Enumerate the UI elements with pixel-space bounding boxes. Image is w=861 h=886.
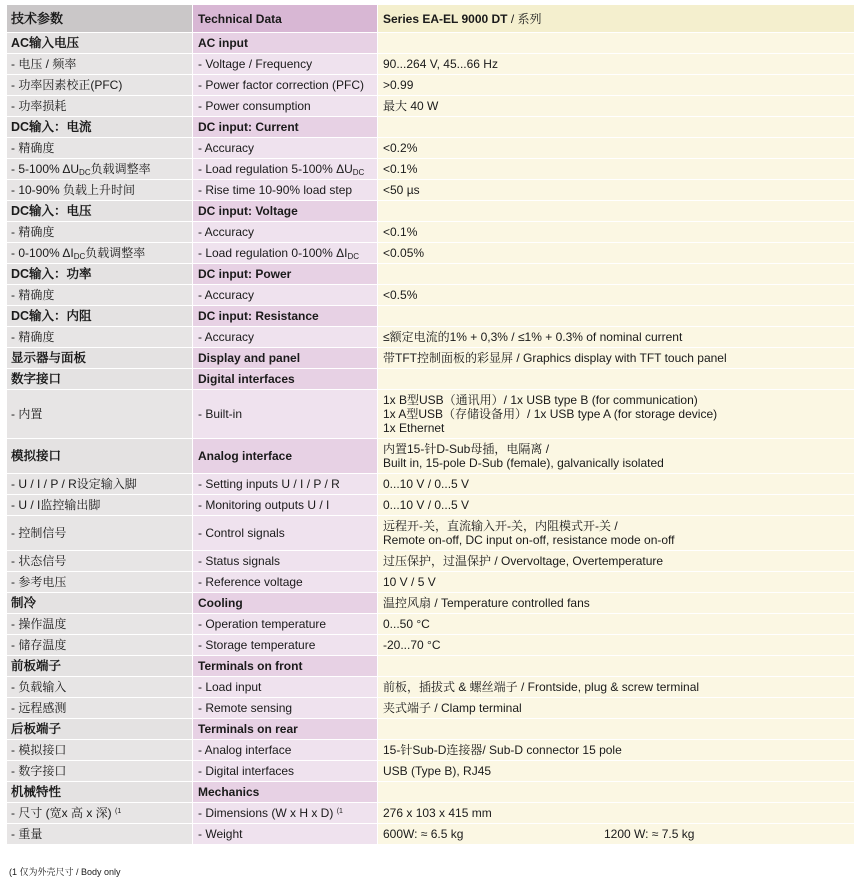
table-row bbox=[7, 803, 854, 823]
table-row bbox=[7, 96, 854, 116]
row-label-cn: - 数字接口 bbox=[7, 761, 192, 781]
row-label-en: - Load regulation 5-100% $\Delta U_{DC}$ bbox=[193, 159, 377, 179]
value-line: Remote on-off, DC input on-off, resistance mode on-off bbox=[383, 533, 675, 547]
value-line: 1x Ethernet bbox=[383, 421, 445, 435]
row-value: 前板，插拔式 & 螺丝端子 / Frontside, plug & screw terminal bbox=[378, 677, 854, 697]
row-label-cn: 数字接口 bbox=[7, 369, 192, 389]
section-row bbox=[7, 369, 854, 389]
footnote: (1 仅为外壳尺寸 / Body only bbox=[9, 867, 121, 877]
row-label-cn: DC输入：电流 bbox=[7, 117, 192, 137]
table-row bbox=[7, 698, 854, 718]
row-label-cn: - 尺寸 (宽x 高 x 深) $^{(1}$ bbox=[7, 803, 192, 823]
row-value bbox=[378, 117, 854, 137]
row-value: <50 µs bbox=[378, 180, 854, 200]
row-label-en: - Dimensions (W x H x D) $^{(1}$ bbox=[193, 803, 377, 823]
row-label-cn: - 储存温度 bbox=[7, 635, 192, 655]
row-label-en: Terminals on front bbox=[193, 656, 377, 676]
row-label-en: - Reference voltage bbox=[193, 572, 377, 592]
row-value bbox=[378, 516, 854, 550]
table-row bbox=[7, 327, 854, 347]
row-value: <0.05% bbox=[378, 243, 854, 263]
row-label-en: - Voltage / Frequency bbox=[193, 54, 377, 74]
table-row bbox=[7, 824, 854, 844]
table-row bbox=[7, 516, 854, 550]
row-label-cn: - 功率因素校正(PFC) bbox=[7, 75, 192, 95]
row-value: -20...70 °C bbox=[378, 635, 854, 655]
row-label-cn: - 模拟接口 bbox=[7, 740, 192, 760]
row-label-en: DC input: Current bbox=[193, 117, 377, 137]
table-header bbox=[7, 5, 854, 32]
header-technical-data: Technical Data bbox=[193, 5, 377, 32]
row-label-cn: - 精确度 bbox=[7, 327, 192, 347]
row-value: 温控风扇 / Temperature controlled fans bbox=[378, 593, 854, 613]
row-value bbox=[378, 369, 854, 389]
row-label-cn: - 0-100% $\Delta I_{DC}$负载调整率 bbox=[7, 243, 192, 263]
technical-data-table bbox=[7, 5, 854, 845]
row-label-cn: DC输入：电压 bbox=[7, 201, 192, 221]
section-row bbox=[7, 264, 854, 284]
row-value: >0.99 bbox=[378, 75, 854, 95]
row-label-en: Analog interface bbox=[193, 439, 377, 473]
section-row bbox=[7, 33, 854, 53]
row-value: 带TFT控制面板的彩显屏 / Graphics display with TFT touch panel bbox=[378, 348, 854, 368]
value-line: 1x A型USB（存储设备用）/ 1x USB type A (for storage device) bbox=[383, 407, 718, 421]
row-label-cn: - 电压 / 频率 bbox=[7, 54, 192, 74]
row-value: <0.1% bbox=[378, 222, 854, 242]
row-value: USB (Type B), RJ45 bbox=[378, 761, 854, 781]
table-row bbox=[7, 159, 854, 179]
row-label-en: - Rise time 10-90% load step bbox=[193, 180, 377, 200]
value-line: 1x B型USB（通讯用）/ 1x USB type B (for communication) bbox=[383, 393, 698, 407]
table-row bbox=[7, 635, 854, 655]
row-value bbox=[378, 782, 854, 802]
table-row bbox=[7, 180, 854, 200]
row-value: 0...10 V / 0...5 V bbox=[378, 495, 854, 515]
row-label-cn: - 精确度 bbox=[7, 222, 192, 242]
weight-1200w: 1200 W: ≈ 7.5 kg bbox=[599, 824, 854, 844]
table-row bbox=[7, 677, 854, 697]
row-value: 90...264 V, 45...66 Hz bbox=[378, 54, 854, 74]
row-label-cn: - 精确度 bbox=[7, 285, 192, 305]
table-row bbox=[7, 222, 854, 242]
row-label-en: - Storage temperature bbox=[193, 635, 377, 655]
row-label-en: - Operation temperature bbox=[193, 614, 377, 634]
row-label-en: - Accuracy bbox=[193, 285, 377, 305]
section-row bbox=[7, 306, 854, 326]
table-row bbox=[7, 75, 854, 95]
row-value: 0...10 V / 0...5 V bbox=[378, 474, 854, 494]
row-value bbox=[378, 824, 854, 844]
table-row bbox=[7, 54, 854, 74]
section-row bbox=[7, 593, 854, 613]
section-row bbox=[7, 782, 854, 802]
table-row bbox=[7, 243, 854, 263]
row-label-cn: - 内置 bbox=[7, 390, 192, 438]
row-value bbox=[378, 306, 854, 326]
row-label-cn: - 操作温度 bbox=[7, 614, 192, 634]
section-row bbox=[7, 117, 854, 137]
row-value bbox=[378, 439, 854, 473]
row-label-en: Digital interfaces bbox=[193, 369, 377, 389]
row-label-en: - Accuracy bbox=[193, 222, 377, 242]
row-label-en: - Control signals bbox=[193, 516, 377, 550]
row-label-en: Mechanics bbox=[193, 782, 377, 802]
row-label-cn: - 功率损耗 bbox=[7, 96, 192, 116]
row-label-en: - Accuracy bbox=[193, 327, 377, 347]
row-value: 276 x 103 x 415 mm bbox=[378, 803, 854, 823]
row-label-en: DC input: Voltage bbox=[193, 201, 377, 221]
row-value bbox=[378, 33, 854, 53]
row-value: ≤额定电流的1% + 0,3% / ≤1% + 0.3% of nominal current bbox=[378, 327, 854, 347]
row-value bbox=[378, 264, 854, 284]
row-value: <0.2% bbox=[378, 138, 854, 158]
row-label-cn: - 精确度 bbox=[7, 138, 192, 158]
row-label-en: - Built-in bbox=[193, 390, 377, 438]
value-line: 远程开-关，直流输入开-关，内阻模式开-关 / bbox=[383, 519, 618, 533]
table-row bbox=[7, 551, 854, 571]
row-label-cn: - 远程感测 bbox=[7, 698, 192, 718]
series-suffix: / 系列 bbox=[507, 11, 542, 26]
row-label-cn: - U / I / P / R设定输入脚 bbox=[7, 474, 192, 494]
row-label-cn: 制冷 bbox=[7, 593, 192, 613]
row-label-cn: - 10-90% 负载上升时间 bbox=[7, 180, 192, 200]
row-label-en: DC input: Resistance bbox=[193, 306, 377, 326]
table-row bbox=[7, 761, 854, 781]
row-label-en: - Setting inputs U / I / P / R bbox=[193, 474, 377, 494]
row-value bbox=[378, 719, 854, 739]
row-label-en: - Power factor correction (PFC) bbox=[193, 75, 377, 95]
weight-600w: 600W: ≈ 6.5 kg bbox=[378, 824, 598, 844]
row-label-cn: 机械特性 bbox=[7, 782, 192, 802]
row-value bbox=[378, 656, 854, 676]
row-label-cn: - U / I监控输出脚 bbox=[7, 495, 192, 515]
row-value: <0.1% bbox=[378, 159, 854, 179]
row-label-en: - Status signals bbox=[193, 551, 377, 571]
row-label-en: - Load input bbox=[193, 677, 377, 697]
row-value bbox=[378, 390, 854, 438]
row-label-en: - Analog interface bbox=[193, 740, 377, 760]
row-label-en: Cooling bbox=[193, 593, 377, 613]
row-label-cn: 模拟接口 bbox=[7, 439, 192, 473]
header-series bbox=[378, 5, 854, 32]
table-row bbox=[7, 572, 854, 592]
row-value bbox=[378, 201, 854, 221]
row-label-cn: - 5-100% $\Delta U_{DC}$负载调整率 bbox=[7, 159, 192, 179]
header-chinese: 技术参数 bbox=[7, 5, 192, 32]
table-row bbox=[7, 740, 854, 760]
row-label-en: Display and panel bbox=[193, 348, 377, 368]
row-value: 0...50 °C bbox=[378, 614, 854, 634]
row-label-cn: 显示器与面板 bbox=[7, 348, 192, 368]
row-value: 最大 40 W bbox=[378, 96, 854, 116]
row-label-cn: - 控制信号 bbox=[7, 516, 192, 550]
section-row bbox=[7, 348, 854, 368]
series-name: Series EA-EL 9000 DT bbox=[383, 11, 508, 26]
row-value: <0.5% bbox=[378, 285, 854, 305]
row-label-cn: - 重量 bbox=[7, 824, 192, 844]
row-value: 10 V / 5 V bbox=[378, 572, 854, 592]
row-label-cn: DC输入：内阻 bbox=[7, 306, 192, 326]
value-line: Built in, 15-pole D-Sub (female), galvanically isolated bbox=[383, 456, 664, 470]
row-label-cn: 前板端子 bbox=[7, 656, 192, 676]
row-label-cn: - 状态信号 bbox=[7, 551, 192, 571]
row-label-en: - Weight bbox=[193, 824, 377, 844]
row-label-en: - Monitoring outputs U / I bbox=[193, 495, 377, 515]
table-row bbox=[7, 285, 854, 305]
row-label-cn: - 参考电压 bbox=[7, 572, 192, 592]
section-row bbox=[7, 719, 854, 739]
table-row bbox=[7, 474, 854, 494]
row-value: 夹式端子 / Clamp terminal bbox=[378, 698, 854, 718]
table-row bbox=[7, 138, 854, 158]
row-label-en: - Digital interfaces bbox=[193, 761, 377, 781]
section-row bbox=[7, 656, 854, 676]
row-value: 过压保护，过温保护 / Overvoltage, Overtemperature bbox=[378, 551, 854, 571]
row-label-en: AC input bbox=[193, 33, 377, 53]
row-label-cn: 后板端子 bbox=[7, 719, 192, 739]
table-row bbox=[7, 614, 854, 634]
row-label-cn: DC输入：功率 bbox=[7, 264, 192, 284]
section-row bbox=[7, 201, 854, 221]
row-label-cn: AC输入电压 bbox=[7, 33, 192, 53]
row-label-en: - Accuracy bbox=[193, 138, 377, 158]
section-row bbox=[7, 439, 854, 473]
row-label-en: - Load regulation 0-100% $\Delta I_{DC}$ bbox=[193, 243, 377, 263]
row-value: 15-针Sub-D连接器/ Sub-D connector 15 pole bbox=[378, 740, 854, 760]
table-row bbox=[7, 495, 854, 515]
row-label-en: - Power consumption bbox=[193, 96, 377, 116]
row-label-en: DC input: Power bbox=[193, 264, 377, 284]
row-label-cn: - 负载输入 bbox=[7, 677, 192, 697]
value-line: 内置15-针D-Sub母插，电隔离 / bbox=[383, 442, 550, 456]
row-label-en: Terminals on rear bbox=[193, 719, 377, 739]
table-row bbox=[7, 390, 854, 438]
row-label-en: - Remote sensing bbox=[193, 698, 377, 718]
